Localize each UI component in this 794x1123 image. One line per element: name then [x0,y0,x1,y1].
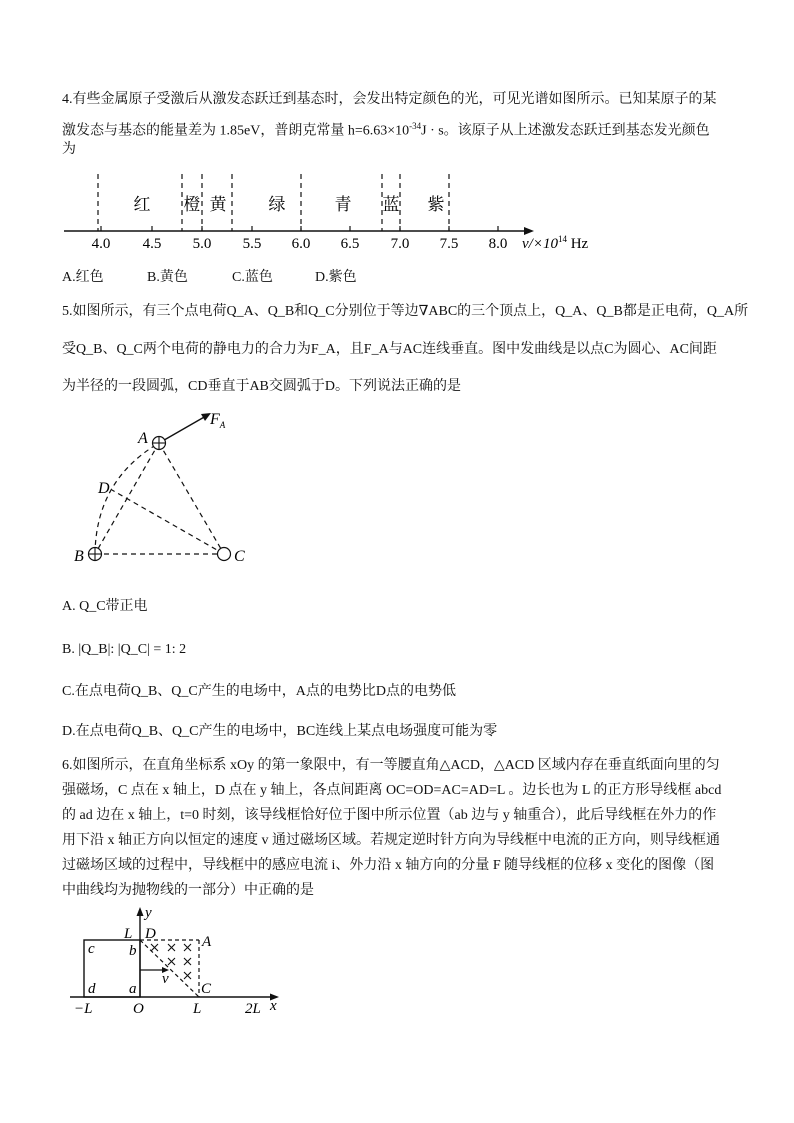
q6-stem-line2: 强磁场，C 点在 x 轴上，D 点在 y 轴上，各点间距离 OC=OD=AC=AD=L 。边长也为 L 的正方形导线框 abcd [62,783,722,798]
side-DC [140,940,199,997]
label-O: O [133,1001,144,1017]
q4-option-d: D.紫色 [315,270,357,285]
q4-option-c: C.蓝色 [232,270,273,285]
label-c: c [88,941,95,957]
tick-label: 6.5 [340,236,360,252]
magnetic-field-into-page-icon [151,944,191,979]
tick-label: 7.5 [439,236,459,252]
q6-figure [0,900,300,1025]
color-label-violet: 紫 [427,195,445,214]
label-a: a [129,981,137,997]
q5-stem-line1: 5.如图所示，有三个点电荷Q_A、Q_B和Q_C分别位于等边∇ABC的三个顶点上，Q_A、Q_B都是正电荷，Q_A所 [62,304,749,319]
label-d: d [88,981,96,997]
force-arrow-FA [159,416,206,443]
label-v: v [162,971,169,987]
tick-label: 6.0 [291,236,311,252]
charge-B-positive-icon [89,548,102,561]
q5-figure [0,400,300,580]
charge-A-positive-icon [153,437,166,450]
label-D: D [98,480,110,497]
label-b: b [129,943,137,959]
label-y: y [145,905,152,921]
label-B: B [74,548,84,565]
q5-option-b: B. |Q_B|: |Q_C| = 1: 2 [62,642,187,657]
axis-arrow-icon [524,227,534,235]
q4-option-a: A.红色 [62,270,104,285]
q4-stem-line2: 激发态与基态的能量差为 1.85eV，普朗克常量 $h=6.63\times 10^{-34}J \cdot s$。该原子从上述激发态跃迁到基态发光颜色 [62,121,710,139]
y-axis-arrow-icon [137,907,144,916]
q5-stem-line2: 受Q_B、Q_C两个电荷的静电力的合力为F_A，且F_A与AC连线垂直。图中发曲线是以点C为圆心、AC间距 [62,342,717,357]
q5-option-c: C.在点电荷Q_B、Q_C产生的电场中，A点的电势比D点的电势低 [62,684,456,699]
charge-C-icon [218,548,231,561]
q6-stem-line3: 的 ad 边在 x 轴上，t=0 时刻，该导线框恰好位于图中所示位置（ab 边与 y 轴重合），此后导线框在外力的作 [62,808,717,823]
tick-label: 5.0 [192,236,212,252]
color-label-red: 红 [133,195,151,214]
q6-stem-line6: 中曲线均为抛物线的一部分）中正确的是 [62,883,314,898]
color-label-green: 绿 [268,195,286,214]
label-C: C [234,548,245,565]
segment-CD [112,490,224,554]
q5-option-d: D.在点电荷Q_B、Q_C产生的电场中，BC连线上某点电场强度可能为零 [62,724,498,739]
tick-label: 4.0 [91,236,111,252]
tick-label: 5.5 [242,236,262,252]
q4-option-b: B.黄色 [147,270,188,285]
spectrum-figure [0,0,794,300]
label-L-y: L [124,926,133,942]
color-label-blue: 蓝 [382,195,400,214]
q4-stem-line1: 4.有些金属原子受激后从激发态跃迁到基态时，会发出特定颜色的光，可见光谱如图所示。已知某原子的某 [62,92,717,107]
side-AC [159,443,224,554]
color-label-cyan: 青 [334,195,352,214]
label-2L: 2L [245,1001,261,1017]
label-D: D [145,926,156,942]
axis-unit-label: $\nu/\times 10^{14}$ Hz [522,234,589,252]
q6-stem-line1: 6.如图所示，在直角坐标系 xOy 的第一象限中，有一等腰直角△ACD，△ACD 区域内存在垂直纸面向里的匀 [62,758,720,773]
label-A: A [138,430,148,447]
label-A: A [202,934,212,950]
q6-stem-line4: 用下沿 x 轴正方向以恒定的速度 v 通过磁场区域。若规定逆时针方向为导线框中电流的正方向，则导线框通 [62,833,720,848]
label-x: x [270,998,277,1014]
color-label-orange: 橙 [183,195,201,214]
tick-label: 8.0 [488,236,508,252]
tick-label: 4.5 [142,236,162,252]
label-L-x: L [193,1001,202,1017]
label-FA: $F_A$ [210,411,226,430]
color-label-yellow: 黄 [209,195,227,214]
q4-stem-line3: 为 [62,142,76,157]
label-minus-L: −L [74,1001,93,1017]
label-C: C [201,981,212,997]
q5-stem-line3: 为半径的一段圆弧，CD垂直于AB交圆弧于D。下列说法正确的是 [62,379,462,394]
q6-stem-line5: 过磁场区域的过程中，导线框中的感应电流 i、外力沿 x 轴方向的分量 F 随导线框的位移 x 变化的图像（图 [62,858,715,873]
tick-label: 7.0 [390,236,410,252]
q5-option-a: A. Q_C带正电 [62,599,148,614]
